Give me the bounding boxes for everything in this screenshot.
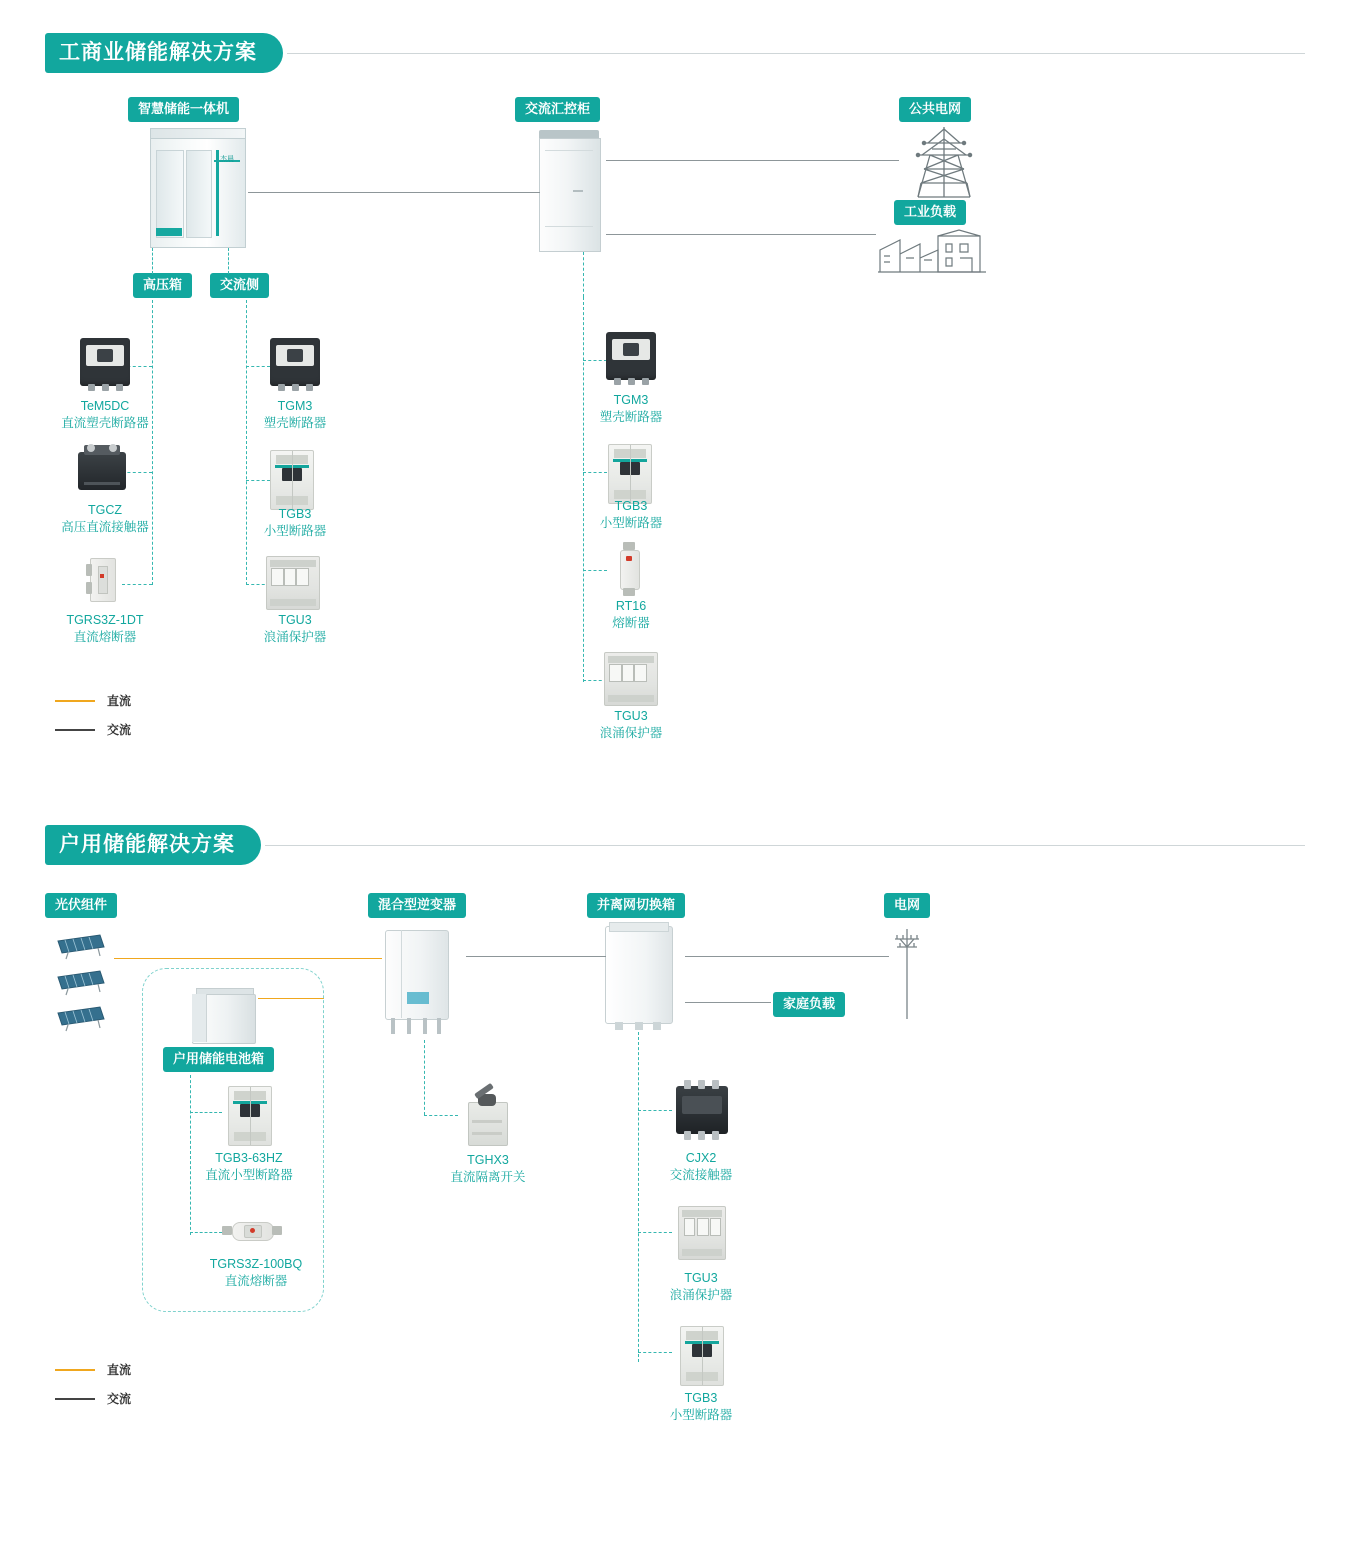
tag-grid-switch-box: 并离网切换箱: [587, 893, 685, 918]
component-caption-tem5dc: [22, 398, 188, 432]
grid-switch-box-image: [605, 922, 681, 1032]
legend-dc-residential: [55, 1361, 131, 1378]
dash-cabinet-ac: [228, 248, 229, 274]
component-desc: 熔断器: [612, 616, 650, 630]
component-caption-tgb3-residential: [618, 1390, 784, 1424]
component-desc: 直流隔离开关: [450, 1170, 526, 1184]
component-caption-tgcz: [22, 502, 188, 536]
legend-label-dc: 直流: [107, 1363, 132, 1377]
section-title: 工商业储能解决方案: [45, 33, 283, 73]
component-model: TGU3: [278, 613, 312, 627]
component-model: TGHX3: [467, 1153, 509, 1167]
component-image-tgu3-ac: [266, 556, 320, 610]
tag-public-grid: 公共电网: [899, 97, 971, 122]
tag-ac-side: 交流侧: [210, 273, 269, 298]
component-desc: 直流熔断器: [73, 630, 137, 644]
line-accabinet-to-grid: [606, 160, 899, 161]
legend-swatch-ac-icon: [55, 729, 95, 731]
dash-switchbox-to-cjx2: [638, 1110, 672, 1111]
component-desc: 直流熔断器: [224, 1274, 288, 1288]
line-switchbox-to-home-load: [685, 1002, 771, 1003]
component-caption-tgb3-cabinet: [548, 498, 714, 532]
power-tower-icon: [904, 125, 984, 200]
legend-ac-residential: [55, 1390, 131, 1407]
component-desc: 高压直流接触器: [61, 520, 149, 534]
legend-label-ac: 交流: [107, 1392, 132, 1406]
component-desc: 浪涌保护器: [669, 1288, 733, 1302]
line-cabinet-to-accabinet: [248, 192, 540, 193]
dash-spine-switchbox: [638, 1032, 639, 1362]
component-image-tgu3-cabinet: [604, 652, 658, 706]
dash-ac-to-tgb3: [246, 480, 270, 481]
component-caption-tgu3-residential: [618, 1270, 784, 1304]
component-image-tgb3-63hz: [228, 1086, 272, 1146]
section-header-commercial: [45, 33, 1305, 73]
component-image-cjx2: [676, 1086, 728, 1134]
line-inverter-to-switchbox: [466, 956, 606, 957]
hybrid-inverter-image: [385, 930, 461, 1038]
component-image-tgrs3z-1dt: [86, 556, 118, 602]
component-model: TGRS3Z-100BQ: [209, 1257, 303, 1271]
home-battery-image: [192, 988, 260, 1044]
legend-swatch-ac-icon: [55, 1398, 95, 1400]
dash-acc-to-tgm3: [583, 360, 607, 361]
tag-integrated-storage-machine: 智慧储能一体机: [128, 97, 239, 122]
dash-spine-hv: [152, 300, 153, 585]
component-image-tgb3-cabinet: [608, 444, 652, 504]
dash-spine-inverter: [424, 1040, 425, 1115]
component-model: RT16: [615, 599, 647, 613]
component-image-tgrs3z-100bq: [222, 1214, 284, 1248]
component-desc: 直流小型断路器: [205, 1168, 293, 1182]
dash-hv-to-tgcz: [122, 472, 152, 473]
industrial-load-icon: [876, 228, 988, 274]
tag-ac-control-cabinet: 交流汇控柜: [515, 97, 600, 122]
component-caption-rt16: [548, 598, 714, 632]
tag-hybrid-inverter: 混合型逆变器: [368, 893, 466, 918]
component-image-tem5dc: [80, 338, 130, 386]
dash-cabinet-hv: [152, 248, 153, 274]
component-model: TGM3: [613, 393, 649, 407]
dash-battery-to-tgrs3z-100bq: [190, 1232, 222, 1233]
dash-accabinet-branch: [583, 252, 584, 297]
tag-grid: 电网: [884, 893, 930, 918]
component-image-tgm3-cabinet: [606, 332, 656, 380]
dash-battery-to-tgb3-63hz: [190, 1112, 222, 1113]
ac-control-cabinet-image: [537, 130, 603, 252]
component-model: TGB3: [278, 507, 312, 521]
component-caption-tgm3-ac: [212, 398, 378, 432]
legend-swatch-dc-icon: [55, 700, 95, 702]
component-image-tghx3: [462, 1086, 512, 1146]
component-desc: 浪涌保护器: [599, 726, 663, 740]
dash-switchbox-to-tgb3: [638, 1352, 672, 1353]
section-header-residential: [45, 825, 1305, 865]
pv-module-icon: [50, 925, 112, 1035]
dash-switchbox-to-tgu3: [638, 1232, 672, 1233]
component-model: TGCZ: [87, 503, 123, 517]
component-model: TGB3: [684, 1391, 718, 1405]
component-image-rt16: [614, 542, 644, 596]
legend-swatch-dc-icon: [55, 1369, 95, 1371]
component-caption-tgrs3z-1dt: [22, 612, 188, 646]
component-model: TGU3: [684, 1271, 718, 1285]
component-desc: 浪涌保护器: [263, 630, 327, 644]
component-caption-tgm3-cabinet: [548, 392, 714, 426]
dash-ac-to-tgm3: [246, 366, 270, 367]
legend-label-ac: 交流: [107, 723, 132, 737]
component-desc: 塑壳断路器: [263, 416, 327, 430]
header-divider: [287, 53, 1305, 54]
component-model: TGU3: [614, 709, 648, 723]
legend-label-dc: 直流: [107, 694, 132, 708]
dash-spine-ac: [246, 300, 247, 585]
dash-hv-to-tgrs3z: [122, 584, 152, 585]
component-model: CJX2: [685, 1151, 717, 1165]
tag-home-load: 家庭负载: [773, 992, 845, 1017]
legend-dc-commercial: [55, 692, 131, 709]
component-image-tgcz: [78, 452, 126, 490]
component-caption-tgu3-cabinet: [548, 708, 714, 742]
dash-inverter-to-tghx3: [424, 1115, 458, 1116]
component-image-tgu3-residential: [678, 1206, 726, 1260]
component-image-tgb3-ac: [270, 450, 314, 510]
component-model: TGB3: [614, 499, 648, 513]
component-model: TGM3: [277, 399, 313, 413]
integrated-storage-cabinet-image: 杰晨: [150, 128, 246, 248]
tag-high-voltage-box: 高压箱: [133, 273, 192, 298]
utility-pole-icon: [888, 925, 926, 1021]
dash-acc-to-rt16: [583, 570, 607, 571]
tag-home-battery-box: 户用储能电池箱: [163, 1047, 274, 1072]
component-image-tgm3-ac: [270, 338, 320, 386]
component-caption-tgb3-63hz: [166, 1150, 332, 1184]
component-model: TeM5DC: [80, 399, 130, 413]
section-title: 户用储能解决方案: [45, 825, 261, 865]
component-desc: 小型断路器: [599, 516, 663, 530]
component-caption-tgu3-ac: [212, 612, 378, 646]
component-desc: 小型断路器: [263, 524, 327, 538]
tag-industrial-load: 工业负载: [894, 200, 966, 225]
component-caption-tgb3-ac: [212, 506, 378, 540]
component-model: TGB3-63HZ: [215, 1151, 283, 1165]
component-caption-cjx2: [618, 1150, 784, 1184]
component-caption-tghx3: [400, 1152, 576, 1186]
component-desc: 交流接触器: [669, 1168, 733, 1182]
line-switchbox-to-grid: [685, 956, 889, 957]
component-caption-tgrs3z-100bq: [166, 1256, 346, 1290]
dash-acc-to-tgb3: [583, 472, 607, 473]
legend-ac-commercial: [55, 721, 131, 738]
line-pv-to-inverter: [114, 958, 382, 959]
component-desc: 小型断路器: [669, 1408, 733, 1422]
tag-pv-modules: 光伏组件: [45, 893, 117, 918]
line-accabinet-to-load: [606, 234, 876, 235]
component-image-tgb3-residential: [680, 1326, 724, 1386]
component-desc: 塑壳断路器: [599, 410, 663, 424]
component-model: TGRS3Z-1DT: [66, 613, 144, 627]
component-desc: 直流塑壳断路器: [61, 416, 149, 430]
header-divider: [265, 845, 1305, 846]
